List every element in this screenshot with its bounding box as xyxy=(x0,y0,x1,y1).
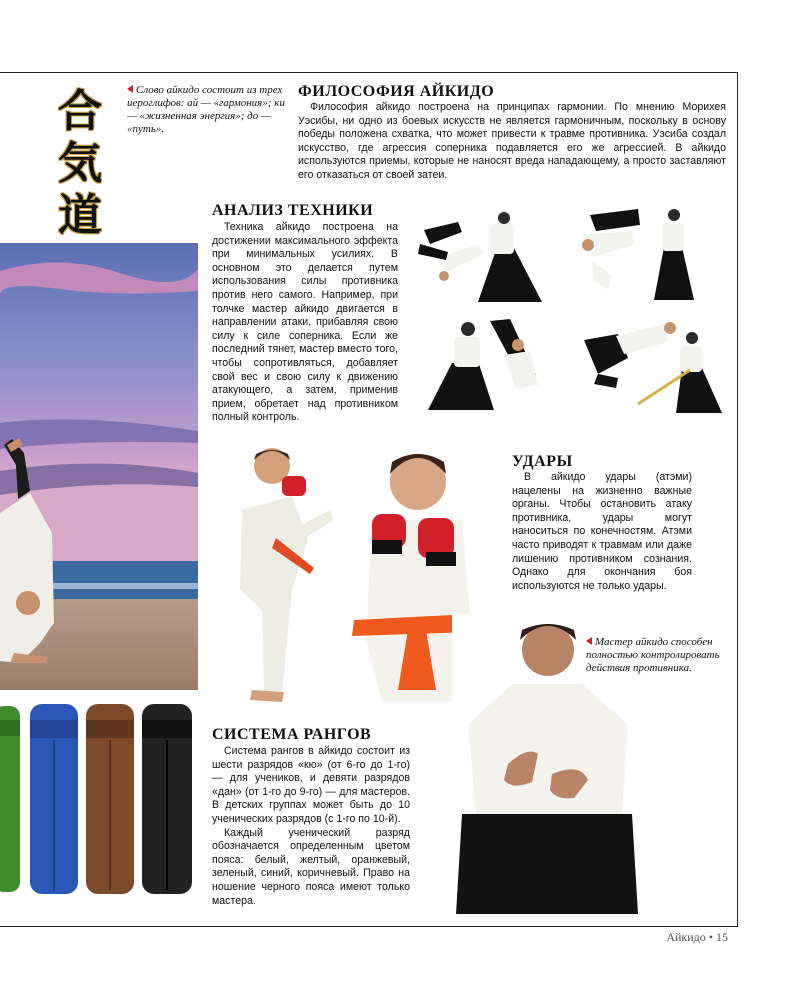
strikes-title: УДАРЫ xyxy=(512,453,573,470)
blue-belt xyxy=(30,704,78,894)
caption-master-text: Мастер айкидо способен полностью контролировать действия противника. xyxy=(586,636,720,674)
caption-word xyxy=(127,84,285,136)
ranks-paragraph-2: Каждый ученический разряд обозначается определенным цветом пояса: белый, желтый, оранжевый, зеленый, синий, коричневый. Право на ношение черного пояса имеют только мастера. xyxy=(212,826,410,907)
page-footer: Айкидо • 15 xyxy=(666,930,728,944)
philosophy-text xyxy=(298,101,726,183)
ranks-title: СИСТЕМА РАНГОВ xyxy=(212,726,372,743)
throw-photo-4 xyxy=(578,318,726,413)
strikes-paragraph: В айкидо удары (атэми) нацелены на жизненно важные органы. Чтобы остановить атаку противника, удары могут наноситься по конечностям. Атэми часто приводят к травмам или даже лишению противником сознания. Однако для окончания боя используются не только удары. xyxy=(512,471,692,592)
green-belt xyxy=(0,706,20,892)
ranks-paragraph-1: Система рангов в айкидо состоит из шести разрядов «кю» (от 6-го до 1-го) — для учеников, и девяти разрядов «дан» (от 1-го до 9-го) — для мастеров. В детских группах может быть до 10 ученических разрядов (с 1-го по 10-й). xyxy=(212,745,410,825)
throw-photo-1 xyxy=(418,210,548,302)
technique-text xyxy=(212,221,398,425)
kanji-ai: 合 xyxy=(58,86,102,137)
caption-arrow-icon xyxy=(127,85,133,93)
philosophy-title: ФИЛОСОФИЯ АЙКИДО xyxy=(298,83,495,100)
caption-master xyxy=(586,636,720,675)
strikes-text xyxy=(512,471,692,593)
technique-title: АНАЛИЗ ТЕХНИКИ xyxy=(212,202,374,219)
kanji-column xyxy=(48,86,112,242)
ranks-text xyxy=(212,745,410,908)
beach-kick-photo xyxy=(0,243,198,690)
belts-photo xyxy=(0,700,198,900)
black-belt xyxy=(142,704,192,894)
caption-master-arrow-icon xyxy=(586,637,592,645)
brown-belt xyxy=(86,704,134,894)
throw-photo-3 xyxy=(418,315,548,410)
kanji-ki: 気 xyxy=(58,138,102,189)
philosophy-paragraph: Философия айкидо построена на принципах гармонии. По мнению Морихея Уэсибы, ни одно из боевых искусств не является гармоничным, поскольку в основу победы положена схватка, что может привести к травме противника. Уэсиба создал искусство, где агрессия соперника подавляется его же агрессией. В айкидо используются приемы, которые не наносят вреда нападающему, а просто заставляют его отказаться от своей затеи. xyxy=(298,101,726,181)
caption-word-text: Слово айкидо состоит из трех иероглифов: ай — «гармония»; ки — «жизненная энергия»; до — «путь». xyxy=(127,84,285,135)
technique-paragraph: Техника айкидо построена на достижении максимального эффекта при минимальных усилиях. В основном это делается путем использования силы противника против него самого. Например, при толчке мастер айкидо двигается в направлении атаки, прибавляя свою силу к силе соперника. Если же последний тянет, мастер вместо того, чтобы сопротивляться, добавляет свой вес и свою силу к движению атакующего, а затем, применив прием, обретает над противником полный контроль. xyxy=(212,221,398,424)
throw-photo-2 xyxy=(578,205,703,300)
kanji-do: 道 xyxy=(58,190,102,241)
